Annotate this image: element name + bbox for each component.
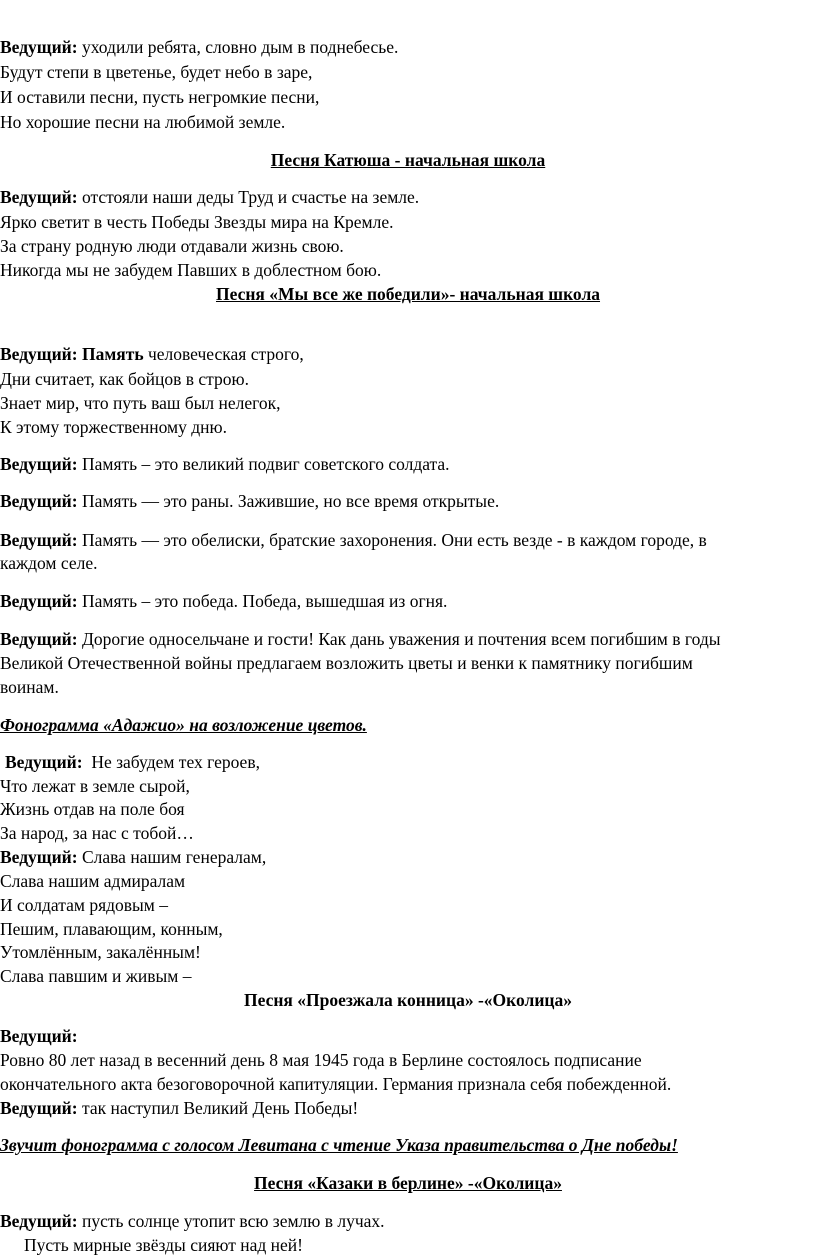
text-line: И солдатам рядовым – xyxy=(0,895,169,915)
speaker-label: Ведущий: xyxy=(0,530,78,550)
text-line: Никогда мы не забудем Павших в доблестном бою. xyxy=(0,260,382,280)
text-line: Но хорошие песни на любимой земле. xyxy=(0,112,286,132)
speaker-label: Ведущий: xyxy=(0,629,78,649)
line-text: пусть солнце утопит всю землю в лучах. xyxy=(81,1211,385,1231)
text-line: Знает мир, что путь ваш был нелегок, xyxy=(0,393,281,413)
speaker-label: Ведущий: xyxy=(0,847,78,867)
speaker-label: Ведущий: xyxy=(5,752,83,772)
text-line: Слава нашим адмиралам xyxy=(0,871,186,891)
text-line: Великой Отечественной войны предлагаем возложить цветы и венки к памятнику погибшим xyxy=(0,653,693,673)
text-line xyxy=(0,529,707,551)
text-line xyxy=(0,343,304,365)
text-line: Что лежат в земле сырой, xyxy=(0,776,190,796)
text-line: Дни считает, как бойцов в строю. xyxy=(0,369,249,389)
text-line: Утомлённым, закалённым! xyxy=(0,942,201,962)
text-line xyxy=(5,751,260,773)
text-line xyxy=(0,1097,358,1119)
line-text: Слава нашим генералам, xyxy=(81,847,267,867)
text-line: За народ, за нас с тобой… xyxy=(0,823,194,843)
text-line: каждом селе. xyxy=(0,553,98,573)
line-text: Не забудем тех героев, xyxy=(91,752,260,772)
text-line: Слава павшим и живым – xyxy=(0,966,192,986)
speaker-label: Ведущий: xyxy=(0,491,78,511)
song-heading: Песня Катюша - начальная школа xyxy=(270,150,546,170)
line-text: Память – это великий подвиг советского солдата. xyxy=(81,454,450,474)
text-line xyxy=(0,590,447,612)
text-line xyxy=(0,453,450,475)
text-line: За страну родную люди отдавали жизнь свою. xyxy=(0,236,344,256)
line-text: уходили ребята, словно дым в поднебесье. xyxy=(81,37,399,57)
text-line xyxy=(0,490,499,512)
song-heading: Песня «Казаки в берлине» -«Околица» xyxy=(254,1173,562,1193)
speaker-label: Ведущий: xyxy=(0,187,78,207)
bold-word: Память xyxy=(81,344,144,364)
line-text: Память – это победа. Победа, вышедшая из огня. xyxy=(81,591,448,611)
text-line: Пешим, плавающим, конным, xyxy=(0,919,223,939)
text-line: Пусть мирные звёзды сияют над ней! xyxy=(24,1235,303,1255)
text-line: Жизнь отдав на поле боя xyxy=(0,799,185,819)
text-line: И оставили песни, пусть негромкие песни, xyxy=(0,87,320,107)
phonogram-note: Фонограмма «Адажио» на возложение цветов. xyxy=(0,715,367,735)
text-line xyxy=(0,1210,385,1232)
text-line xyxy=(0,36,398,58)
text-line xyxy=(0,186,419,208)
text-line: воинам. xyxy=(0,677,59,697)
text-line xyxy=(0,628,720,650)
text-line: К этому торжественному дню. xyxy=(0,417,227,437)
song-heading: Песня «Мы все же победили»- начальная школа xyxy=(215,284,601,304)
line-text: Память — это раны. Зажившие, но все время открытые. xyxy=(81,491,500,511)
text-line: окончательного акта безоговорочной капитуляции. Германия признала себя побежденной. xyxy=(0,1074,672,1094)
line-text: Дорогие односельчане и гости! Как дань уважения и почтения всем погибшим в годы xyxy=(81,629,721,649)
speaker-label: Ведущий: xyxy=(0,1098,78,1118)
text-line: Будут степи в цветенье, будет небо в заре, xyxy=(0,62,313,82)
line-text: так наступил Великий День Победы! xyxy=(81,1098,359,1118)
speaker-label: Ведущий: xyxy=(0,1026,78,1046)
speaker-label: Ведущий: xyxy=(0,344,78,364)
text-line: Ровно 80 лет назад в весенний день 8 мая 1945 года в Берлине состоялось подписание xyxy=(0,1050,642,1070)
speaker-label: Ведущий: xyxy=(0,37,78,57)
line-text: отстояли наши деды Труд и счастье на земле. xyxy=(81,187,420,207)
text-line: Ярко светит в честь Победы Звезды мира на Кремле. xyxy=(0,212,394,232)
song-heading: Песня «Проезжала конница» -«Околица» xyxy=(243,990,572,1010)
speaker-label: Ведущий: xyxy=(0,454,78,474)
phonogram-note: Звучит фонограмма с голосом Левитана с чтение Указа правительства о Дне победы! xyxy=(0,1135,678,1155)
line-text: человеческая строго, xyxy=(147,344,304,364)
text-line xyxy=(0,846,266,868)
line-text: Память — это обелиски, братские захоронения. Они есть везде - в каждом городе, в xyxy=(81,530,707,550)
speaker-label: Ведущий: xyxy=(0,591,78,611)
speaker-label: Ведущий: xyxy=(0,1211,78,1231)
